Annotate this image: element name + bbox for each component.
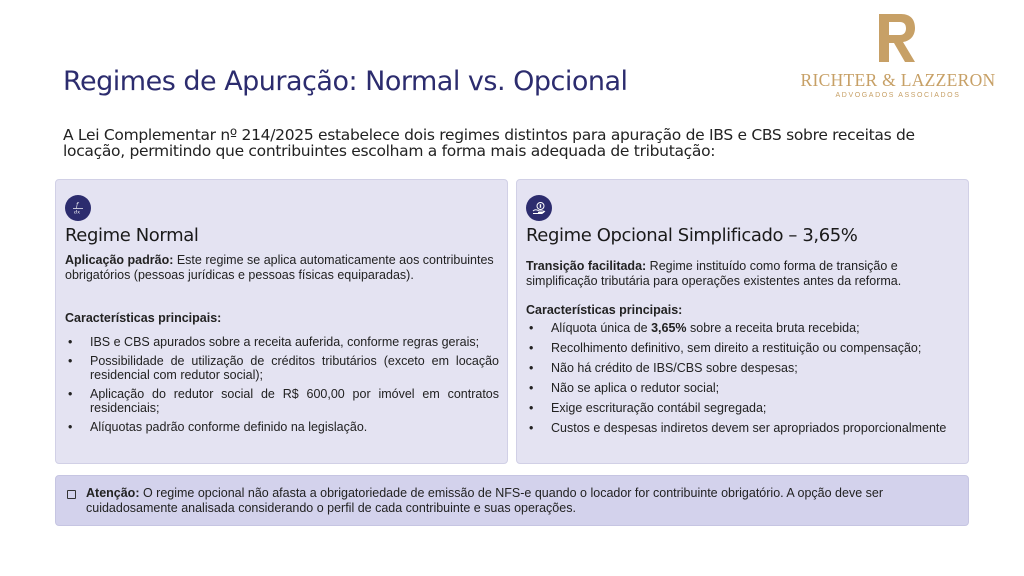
features-heading: Características principais: [65,311,222,325]
logo-r-mark-icon [877,12,917,64]
list-item: • IBS e CBS apurados sobre a receita auferida, conforme regras gerais; [65,335,499,349]
attention-notice [55,475,969,526]
regime-opcional-lead [526,259,958,289]
list-item: • Alíquotas padrão conforme definido na legislação. [65,420,499,434]
lead-label: Aplicação padrão: [65,253,174,267]
regime-opcional-title: Regime Opcional Simplificado – 3,65% [526,225,858,246]
logo-name: RICHTER & LAZZERON [800,70,996,90]
lead-label: Transição facilitada: [526,259,647,273]
intro-paragraph: A Lei Complementar nº 214/2025 estabelece dois regimes distintos para apuração de IBS e CBS sobre receitas de locação, permitindo que contribuintes escolham a forma mais adequada de tributação: [63,126,915,160]
regime-normal-lead [65,253,497,283]
regime-opcional-features [526,321,996,441]
logo-subtitle: ADVOGADOS ASSOCIADOS [835,92,961,99]
list-item: • Alíquota única de 3,65% sobre a receita bruta recebida; [526,321,996,335]
svg-text:dx: dx [74,209,81,215]
regime-normal-features [65,335,499,439]
lead-text: Este regime se aplica automaticamente aos contribuintes obrigatórios (pessoas jurídicas e pessoas físicas equiparadas). [65,253,494,282]
regime-normal-card [55,179,508,464]
page-title: Regimes de Apuração: Normal vs. Opcional [63,66,628,97]
notice-label: Atenção: [86,486,140,500]
list-item: • Não há crédito de IBS/CBS sobre despesas; [526,361,996,375]
hand-money-icon [526,195,552,221]
regime-normal-title: Regime Normal [65,225,199,246]
lead-text: Regime instituído como forma de transição e simplificação tributária para operações existentes antes da reforma. [526,259,902,288]
list-item: • Exige escrituração contábil segregada; [526,401,996,415]
list-item: • Recolhimento definitivo, sem direito a restituição ou compensação; [526,341,996,355]
list-item: • Não se aplica o redutor social; [526,381,996,395]
list-item: • Possibilidade de utilização de créditos tributários (exceto em locação residencial com redutor social); [65,354,499,382]
company-logo [780,12,1016,104]
regime-opcional-card [516,179,969,464]
list-item: • Custos e despesas indiretos devem ser apropriados proporcionalmente [526,421,996,435]
notice-body: O regime opcional não afasta a obrigatoriedade de emissão de NFS-e quando o locador for contribuinte obrigatório. A opção deve ser cuidadosamente analisada considerando o perfil de cada contribuinte e suas operações. [86,486,884,515]
formula-icon [65,195,91,221]
features-heading: Características principais: [526,303,683,317]
list-item: • Aplicação do redutor social de R$ 600,00 por imóvel em contratos residenciais; [65,387,499,415]
notice-text [86,486,956,516]
svg-text:f: f [76,202,79,209]
checkbox-icon [67,490,76,499]
